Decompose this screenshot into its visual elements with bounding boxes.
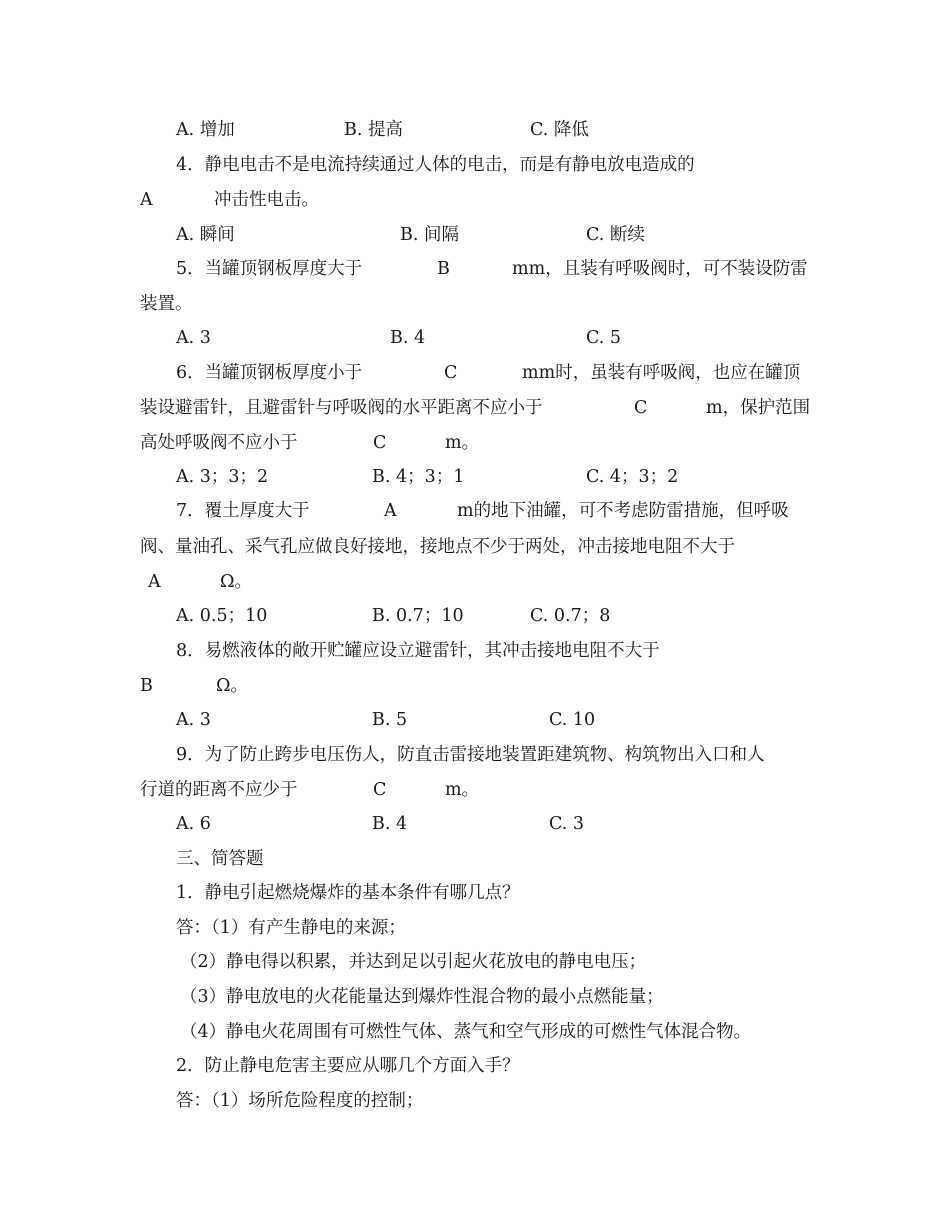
option-c: C. 断续 [586,225,645,245]
q5-options [0,323,622,353]
answer: C [373,780,387,800]
question-7-line-2 [0,532,735,562]
answer-line-5 [0,1086,424,1116]
question-text: 8．易燃液体的敞开贮罐应设立避雷针，其冲击接地电阻不大于 [176,641,660,661]
question-9-line-2 [0,775,480,805]
answer-text: 答：（1）场所危险程度的控制； [176,1091,424,1111]
short-question-1 [0,878,520,908]
question-text: m的地下油罐，可不考虑防雷措施，但呼吸 [457,501,789,521]
option-c: C. 5 [586,328,622,348]
question-text: mm，且装有呼吸阀时，可不装设防雷 [512,259,808,279]
option-c: C. 3 [549,814,585,834]
question-text: 装置。 [140,294,193,314]
option-a: A. 3 [176,328,211,348]
question-text: 装设避雷针，且避雷针与呼吸阀的水平距离不应小于 [140,398,543,418]
answer: B [437,259,450,279]
question-text: 2．防止静电危害主要应从哪几个方面入手？ [176,1056,520,1076]
q8-options [0,705,596,735]
answer-line-3 [0,982,664,1012]
question-4-answer-line [0,185,319,215]
q9-options [0,809,585,839]
answer-line-2 [0,947,647,977]
answer: C [444,363,458,383]
option-b: B. 提高 [344,120,403,140]
option-c: C. 0.7；8 [530,606,611,626]
unit: Ω。 [220,572,253,592]
question-text: m。 [445,433,480,453]
answer-text: （3）静电放电的火花能量达到爆炸性混合物的最小点燃能量； [180,987,664,1007]
question-text: 7．覆土厚度大于 [176,501,310,521]
question-4 [0,150,695,180]
question-text: 阀、量油孔、采气孔应做良好接地，接地点不少于两处，冲击接地电阻不大于 [140,537,735,557]
option-b: B. 4；3；1 [372,467,465,487]
question-8-answer-line [0,671,249,701]
option-b: B. 4 [390,328,426,348]
question-text: m，保护范围 [706,398,811,418]
question-text: 高处呼吸阀不应小于 [140,433,298,453]
question-text: 行道的距离不应少于 [140,780,298,800]
option-b: B. 4 [372,814,408,834]
option-a: A. 6 [176,814,211,834]
answer-text: 答：（1）有产生静电的来源； [176,918,406,938]
question-5-line-2 [0,289,193,319]
option-a: A. 0.5；10 [176,606,268,626]
option-a: A. 瞬间 [176,225,235,245]
q7-options [0,601,611,631]
question-7-line-3 [0,567,253,597]
option-b: B. 间隔 [400,225,459,245]
answer-line-1 [0,913,406,943]
answer: B [140,676,153,696]
answer: A [148,572,161,592]
unit: m。 [445,780,480,800]
option-a: A. 增加 [176,120,235,140]
option-c: C. 降低 [530,120,589,140]
unit: Ω。 [216,676,249,696]
section-title: 三、简答题 [176,849,264,869]
question-text: 9．为了防止跨步电压伤人，防直击雷接地装置距建筑物、构筑物出入口和人 [176,745,765,765]
q6-options [0,462,679,492]
answer-line-4 [0,1017,752,1047]
question-6-line-2 [0,393,811,423]
short-question-2 [0,1051,520,1081]
answer: C [634,398,648,418]
answer: C [373,433,387,453]
option-b: B. 0.7；10 [372,606,464,626]
option-a: A. 3；3；2 [176,467,269,487]
option-b: B. 5 [372,710,408,730]
question-7 [0,496,789,526]
option-a: A. 3 [176,710,211,730]
answer-text: （2）静电得以积累，并达到足以引起火花放电的静电电压； [180,952,647,972]
question-text: 冲击性电击。 [214,190,319,210]
question-text: 4．静电电击不是电流持续通过人体的电击，而是有静电放电造成的 [176,155,695,175]
question-text: 5．当罐顶钢板厚度大于 [176,259,363,279]
question-8 [0,636,660,666]
q3-options [0,115,589,145]
question-text: 1．静电引起燃烧爆炸的基本条件有哪几点？ [176,883,520,903]
answer-text: （4）静电火花周围有可燃性气体、蒸气和空气形成的可燃性气体混合物。 [180,1022,752,1042]
question-text: mm时，虽装有呼吸阀，也应在罐顶 [522,363,801,383]
question-5 [0,254,808,284]
question-text: 6．当罐顶钢板厚度小于 [176,363,363,383]
section-heading [0,844,264,874]
option-c: C. 10 [549,710,596,730]
answer: A [384,501,397,521]
answer: A [140,190,153,210]
option-c: C. 4；3；2 [586,467,679,487]
question-6 [0,358,801,388]
question-9 [0,740,765,770]
q4-options [0,220,645,250]
question-6-line-3 [0,428,480,458]
